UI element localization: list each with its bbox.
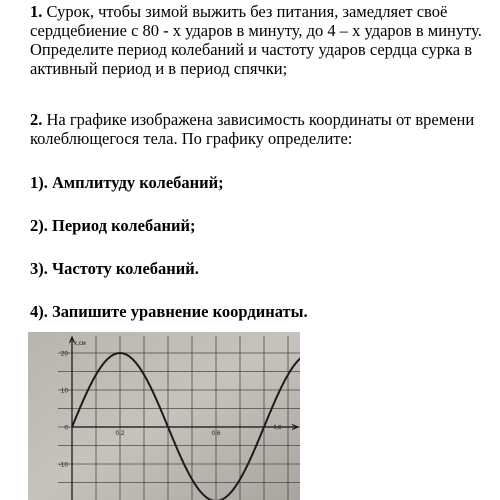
problem-2-text: На графике изображена зависимость координаты от времени колеблющегося тела. По графику определите: [30,110,475,148]
y-tick-label: 20 [60,350,68,358]
problem-2-number: 2. [30,110,43,129]
x-tick-label: 0,6 [211,430,221,437]
x-tick-label: 0,2 [115,430,125,437]
y-tick-label: 10 [60,387,68,395]
task-period: 2). Период колебаний; [30,216,196,235]
x-axis-label: t,с [274,424,282,431]
problem-1-text: Сурок, чтобы зимой выжить без питания, замедляет своё сердцебиение с 80 - х ударов в минуту, до 4 – х ударов в минуту. Определите период колебаний и частоту ударов сердца сурка в активный период и в период спячки; [30,2,482,78]
task-amplitude: 1). Амплитуду колебаний; [30,173,224,192]
problem-1-number: 1. [30,2,43,21]
y-axis-label: x,см [74,341,86,347]
task-equation: 4). Запишите уравнение координаты. [30,302,308,321]
problem-1 [30,2,490,78]
graph-photo [28,332,300,500]
problem-2 [30,110,490,148]
oscillation-chart [28,332,300,500]
y-tick-label: -10 [58,461,68,469]
task-frequency: 3). Частоту колебаний. [30,259,199,278]
y-tick-label: 0 [64,424,68,432]
